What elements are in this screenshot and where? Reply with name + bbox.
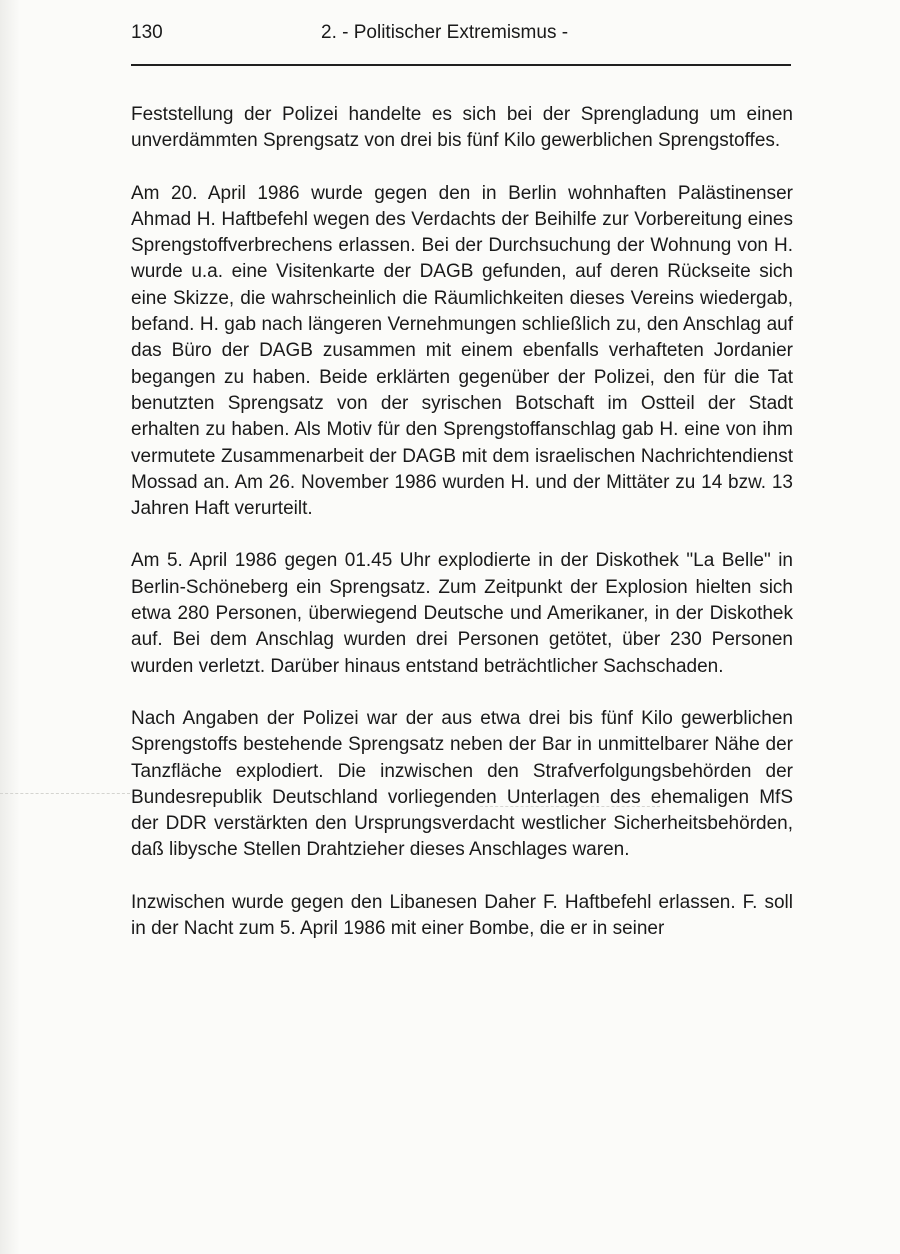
scan-shadow-edge <box>0 0 20 1254</box>
paragraph-5: Inzwischen wurde gegen den Libanesen Daher F. Haftbefehl erlassen. F. soll in der Nacht zum 5. April 1986 mit einer Bombe, die er in seiner <box>131 891 793 940</box>
paragraph-3: Am 5. April 1986 gegen 01.45 Uhr explodierte in der Diskothek "La Belle" in Berlin-Schöneberg ein Sprengsatz. Zum Zeitpunkt der Explosion hielten sich etwa 280 Personen, überwiegend Deutsche und Amerikaner, in der Diskothek auf. Bei dem Anschlag wurden drei Personen getötet, über 230 Personen wurden verletzt. Darüber hinaus entstand beträchtlicher Sachschaden. <box>131 550 793 677</box>
body-text <box>131 102 793 968</box>
scan-artifact-line <box>480 806 660 807</box>
page-header <box>131 22 795 52</box>
running-title: 2. - Politischer Extremismus - <box>321 22 569 43</box>
scan-artifact-line <box>0 793 130 794</box>
page-number: 130 <box>131 22 163 43</box>
paragraph-1: Feststellung der Polizei handelte es sich bei der Sprengladung um einen unverdämmten Sprengsatz von drei bis fünf Kilo gewerblichen Sprengstoffes. <box>131 104 793 152</box>
paragraph-4: Nach Angaben der Polizei war der aus etwa drei bis fünf Kilo gewerblichen Sprengstoffs bestehende Sprengsatz neben der Bar in unmittelbarer Nähe der Tanzfläche explodiert. Die inzwischen den Strafverfolgungsbehörden der Bundesrepublik Deutschland vorliegenden Unterlagen des ehemaligen MfS der DDR verstärkten den Ursprungsverdacht westlicher Sicherheitsbehörden, daß libysche Stellen Drahtzieher dieses Anschlages waren. <box>131 707 793 861</box>
paragraph-2: Am 20. April 1986 wurde gegen den in Berlin wohnhaften Palästinenser Ahmad H. Haftbefehl wegen des Verdachts der Beihilfe zur Vorbereitung eines Sprengstoffverbrechens erlassen. Bei der Durchsuchung der Wohnung von H. wurde u.a. eine Visitenkarte der DAGB gefunden, auf deren Rückseite sich eine Skizze, die wahrscheinlich die Räumlichkeiten dieses Vereins wiedergab, befand. H. gab nach längeren Vernehmungen schließlich zu, den Anschlag auf das Büro der DAGB zusammen mit einem ebenfalls verhafteten Jordanier begangen zu haben. Beide erklärten gegenüber der Polizei, den für die Tat benutzten Sprengsatz von der syrischen Botschaft im Ostteil der Stadt erhalten zu haben. Als Motiv für den Sprengstoffanschlag gab H. eine von ihm vermutete Zusammenarbeit der DAGB mit dem israelischen Nachrichtendienst Mossad an. Am 26. November 1986 wurden H. und der Mittäter zu 14 bzw. 13 Jahren Haft verurteilt. <box>131 182 793 520</box>
header-rule <box>131 64 791 66</box>
